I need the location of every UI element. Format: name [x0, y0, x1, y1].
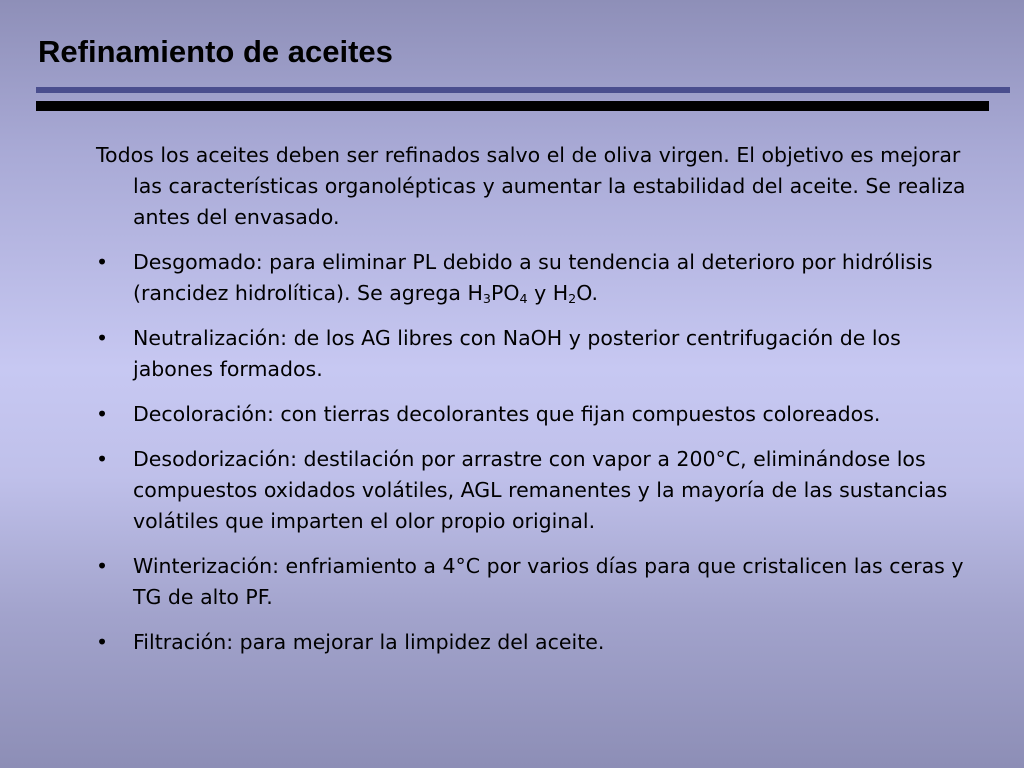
slide-title: Refinamiento de aceites [38, 34, 393, 69]
bullet-icon: • [96, 447, 109, 471]
bullet-list [96, 247, 966, 658]
bullet-icon: • [96, 402, 109, 426]
bullet-item-desodorizacion [96, 444, 966, 537]
bullet-item-winterizacion [96, 551, 966, 613]
bullet-item-decoloracion [96, 399, 966, 430]
bullet-item-filtracion [96, 627, 966, 658]
bullet-text: Desodorización: destilación por arrastre con vapor a 200°C, eliminándose los compuestos oxidados volátiles, AGL remanentes y la mayoría de las sustancias volátiles que imparten el olor propio original. [133, 447, 948, 533]
bullet-icon: • [96, 250, 109, 274]
bullet-item-neutralizacion [96, 323, 966, 385]
bullet-text: Winterización: enfriamiento a 4°C por varios días para que cristalicen las ceras y TG de alto PF. [133, 554, 964, 609]
bullet-text: Decoloración: con tierras decolorantes que fijan compuestos coloreados. [133, 402, 881, 426]
bullet-text: Neutralización: de los AG libres con NaOH y posterior centrifugación de los jabones formados. [133, 326, 901, 381]
bullet-icon: • [96, 326, 109, 350]
bullet-icon: • [96, 554, 109, 578]
bullet-item-desgomado [96, 247, 966, 309]
bullet-icon: • [96, 630, 109, 654]
intro-paragraph: Todos los aceites deben ser refinados salvo el de oliva virgen. El objetivo es mejorar las características organolépticas y aumentar la estabilidad del aceite. Se realiza antes del envasado. [96, 143, 966, 229]
title-divider-thin [36, 87, 1010, 93]
title-divider-thick [36, 101, 989, 111]
bullet-text: Desgomado: para eliminar PL debido a su tendencia al deterioro por hidrólisis (rancidez hidrolítica). Se agrega $H_3PO_4$ y $H_2O$. [133, 250, 933, 307]
bullet-text: Filtración: para mejorar la limpidez del aceite. [133, 630, 605, 654]
slide-body [96, 140, 966, 672]
